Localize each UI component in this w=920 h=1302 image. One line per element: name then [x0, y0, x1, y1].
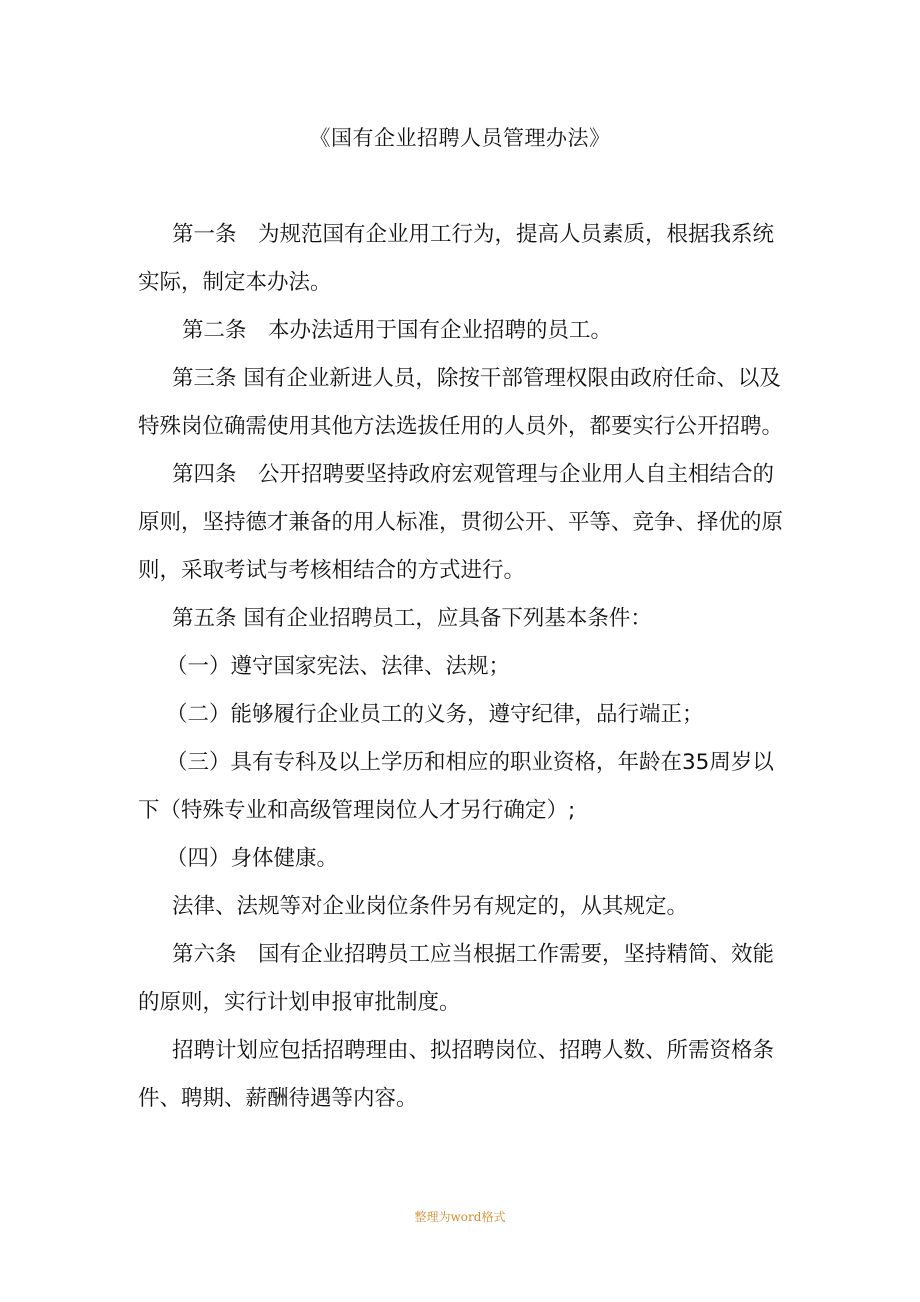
- paragraph-line: 实际，制定本办法。: [138, 270, 332, 295]
- paragraph-line: （二）能够履行企业员工的义务，遵守纪律，品行端正；: [166, 702, 704, 727]
- paragraph-line: 法律、法规等对企业岗位条件另有规定的，从其规定。: [172, 894, 689, 919]
- document-title: 《国有企业招聘人员管理办法》: [309, 126, 611, 150]
- footer-note: 整理为word格式: [414, 1210, 506, 1224]
- paragraph-line: 第五条 国有企业招聘员工，应具备下列基本条件：: [172, 606, 652, 631]
- paragraph-line: 件、聘期、薪酬待遇等内容。: [138, 1086, 418, 1111]
- paragraph-line: 第二条 本办法适用于国有企业招聘的员工。: [182, 318, 613, 343]
- paragraph-line: （三）具有专科及以上学历和相应的职业资格，年龄在35周岁以: [166, 750, 774, 775]
- paragraph-line: 特殊岗位确需使用其他方法选拔任用的人员外，都要实行公开招聘。: [138, 414, 784, 439]
- paragraph-line: 招聘计划应包括招聘理由、拟招聘岗位、招聘人数、所需资格条: [172, 1038, 775, 1063]
- paragraph-line: 下（特殊专业和高级管理岗位人才另行确定）;: [138, 798, 576, 823]
- paragraph-line: （四）身体健康。: [166, 846, 339, 871]
- paragraph-line: （一）遵守国家宪法、法律、法规；: [166, 654, 511, 679]
- paragraph-line: 的原则，实行计划申报审批制度。: [138, 990, 461, 1015]
- paragraph-line: 第四条 公开招聘要坚持政府宏观管理与企业用人自主相结合的: [172, 462, 775, 487]
- paragraph-line: 第一条 为规范国有企业用工行为，提高人员素质，根据我系统: [172, 222, 775, 247]
- paragraph-line: 原则，坚持德才兼备的用人标准，贯彻公开、平等、竞争、择优的原: [138, 510, 784, 535]
- paragraph-line: 第三条 国有企业新进人员，除按干部管理权限由政府任命、以及: [172, 366, 781, 391]
- paragraph-line: 第六条 国有企业招聘员工应当根据工作需要，坚持精简、效能: [172, 942, 775, 967]
- paragraph-line: 则，采取考试与考核相结合的方式进行。: [138, 558, 526, 583]
